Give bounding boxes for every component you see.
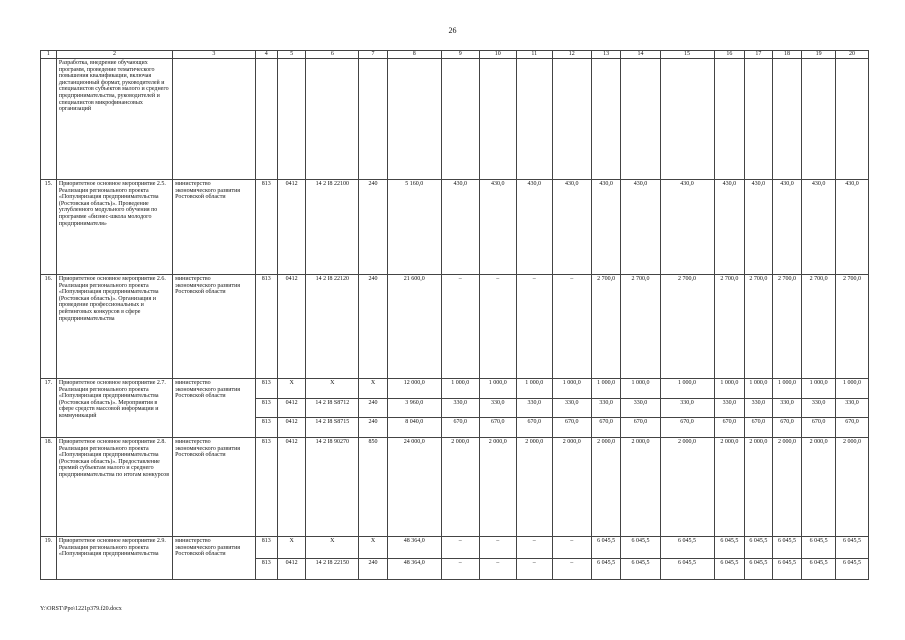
amount-cell: 1 000,0 [441,379,479,399]
amount-cell: – [479,275,516,379]
amount-cell: 430,0 [772,180,802,275]
amount-cell: 6 045,5 [802,558,836,580]
column-number-row [41,51,869,59]
amount-cell: 6 045,5 [772,537,802,559]
amount-cell: 330,0 [745,398,772,418]
amount-cell: – [552,558,591,580]
amount-cell: – [441,558,479,580]
row-number-cell: 17. [41,379,57,438]
amount-cell: – [479,558,516,580]
amount-cell: 330,0 [479,398,516,418]
column-header: 4 [255,51,277,59]
amount-cell: 2 000,0 [516,438,552,537]
column-header: 6 [306,51,359,59]
budget-code-cell: 14 2 I8 22120 [306,275,359,379]
amount-cell: 6 045,5 [772,558,802,580]
amount-cell: 430,0 [714,180,745,275]
column-header: 2 [56,51,172,59]
amount-cell: 1 000,0 [660,379,714,399]
amount-cell: 6 045,5 [660,537,714,559]
amount-cell: 2 700,0 [772,275,802,379]
amount-cell: 2 700,0 [660,275,714,379]
budget-code-cell: Х [277,379,306,399]
column-header: 15 [660,51,714,59]
amount-cell: 6 045,5 [591,537,621,559]
budget-code-cell: 813 [255,180,277,275]
column-header: 3 [173,51,255,59]
budget-code-cell: 813 [255,379,277,399]
amount-cell: 6 045,5 [714,558,745,580]
amount-cell: 6 045,5 [836,537,869,559]
amount-cell: 2 000,0 [621,438,660,537]
amount-cell: – [516,558,552,580]
amount-cell: 670,0 [714,418,745,438]
budget-code-cell: 850 [359,438,388,537]
amount-cell: 430,0 [745,180,772,275]
amount-cell: 670,0 [516,418,552,438]
budget-code-cell: 0412 [277,558,306,580]
column-header: 7 [359,51,388,59]
amount-cell: 1 000,0 [745,379,772,399]
amount-cell: – [479,537,516,559]
amount-cell: 2 000,0 [552,438,591,537]
amount-cell: 670,0 [591,418,621,438]
amount-cell: 430,0 [802,180,836,275]
page-number: 26 [448,26,457,35]
budget-code-cell: 240 [359,398,388,418]
amount-cell: 670,0 [441,418,479,438]
column-header: 17 [745,51,772,59]
amount-cell: – [441,275,479,379]
budget-code-cell: 813 [255,537,277,559]
column-header: 9 [441,51,479,59]
amount-cell: 48 364,0 [387,537,441,559]
amount-cell: 2 000,0 [660,438,714,537]
amount-cell: 2 000,0 [591,438,621,537]
budget-table-wrap [40,50,869,580]
budget-code-cell: 0412 [277,180,306,275]
amount-cell: 1 000,0 [479,379,516,399]
amount-cell: 12 000,0 [387,379,441,399]
description-cell: Приоритетное основное мероприятие 2.7. Реализация регионального проекта «Популяризация предпринимательства (Ростовская область)». Мероприятия в сфере средств массовой информации и коммуникаций [56,379,172,438]
amount-cell: 670,0 [479,418,516,438]
executor-cell [173,59,255,180]
column-header: 10 [479,51,516,59]
column-header: 18 [772,51,802,59]
amount-cell: 2 000,0 [836,438,869,537]
executor-cell: министерство экономического развития Ростовской области [173,537,255,580]
executor-cell: министерство экономического развития Ростовской области [173,180,255,275]
amount-cell: 670,0 [802,418,836,438]
column-header: 13 [591,51,621,59]
budget-code-cell: Х [277,537,306,559]
budget-code-cell: 240 [359,275,388,379]
row-number-cell [41,59,57,180]
amount-cell: 330,0 [772,398,802,418]
budget-code-cell: 14 2 I8 S8715 [306,418,359,438]
amount-cell: 1 000,0 [836,379,869,399]
budget-code-cell: 0412 [277,418,306,438]
column-header: 8 [387,51,441,59]
amount-cell: – [516,537,552,559]
budget-code-cell: 0412 [277,398,306,418]
amount-cell: 5 160,0 [387,180,441,275]
table-row [41,275,869,379]
budget-code-cell: 0412 [277,438,306,537]
amount-cell: – [516,275,552,379]
amount-cell: 6 045,5 [745,558,772,580]
amount-cell: – [552,537,591,559]
column-header: 5 [277,51,306,59]
amount-cell: 2 000,0 [714,438,745,537]
budget-code-cell: 0412 [277,275,306,379]
executor-cell: министерство экономического развития Ростовской области [173,438,255,537]
amount-cell: 430,0 [591,180,621,275]
budget-code-cell: 813 [255,558,277,580]
amount-cell: – [441,537,479,559]
budget-code-cell: 14 2 I8 22100 [306,180,359,275]
table-row [41,180,869,275]
table-row [41,379,869,399]
amount-cell: 330,0 [621,398,660,418]
amount-cell: 330,0 [552,398,591,418]
column-header: 20 [836,51,869,59]
budget-code-cell: 813 [255,418,277,438]
budget-table [40,50,869,580]
budget-code-cell: Х [306,379,359,399]
amount-cell: 21 600,0 [387,275,441,379]
amount-cell: 2 700,0 [591,275,621,379]
amount-cell: 670,0 [836,418,869,438]
amount-cell: 8 040,0 [387,418,441,438]
row-number-cell: 18. [41,438,57,537]
row-number-cell: 19. [41,537,57,580]
amount-cell: 330,0 [660,398,714,418]
amount-cell: 2 000,0 [441,438,479,537]
executor-cell: министерство экономического развития Ростовской области [173,275,255,379]
amount-cell: 6 045,5 [621,558,660,580]
budget-code-cell: 240 [359,418,388,438]
budget-code-cell: Х [359,379,388,399]
row-number-cell: 15. [41,180,57,275]
column-header: 16 [714,51,745,59]
amount-cell: 24 000,0 [387,438,441,537]
amount-cell: – [552,275,591,379]
budget-code-cell: 14 2 I8 22150 [306,558,359,580]
budget-code-cell: 240 [359,558,388,580]
amount-cell: 330,0 [591,398,621,418]
amount-cell: 2 000,0 [772,438,802,537]
amount-cell: 48 364,0 [387,558,441,580]
description-cell: Приоритетное основное мероприятие 2.8. Реализация регионального проекта «Популяризация предпринимательства (Ростовская область)». Предоставление премий субъектам малого и среднего предпринимательства по итогам конкурсов [56,438,172,537]
description-cell: Приоритетное основное мероприятие 2.5. Реализация регионального проекта «Популяризация предпринимательства (Ростовская область)». Проведение углубленного модульного обучения по программе «бизнес-школа молодого предпринимателя» [56,180,172,275]
column-header: 12 [552,51,591,59]
amount-cell: 1 000,0 [802,379,836,399]
amount-cell: 430,0 [660,180,714,275]
column-header: 11 [516,51,552,59]
amount-cell: 2 000,0 [802,438,836,537]
budget-code-cell: Х [306,537,359,559]
amount-cell: 1 000,0 [621,379,660,399]
amount-cell: 670,0 [745,418,772,438]
amount-cell: 6 045,5 [836,558,869,580]
table-row [41,537,869,559]
amount-cell: 330,0 [836,398,869,418]
description-cell: Разработка, внедрение обучающих программ, проведение тематического повышения квалификации, включая дистанционный формат, руководителей и специалистов субъектов малого и среднего предпринимательства, руководителей и специалистов микрофинансовых организаций [56,59,172,180]
amount-cell: 430,0 [516,180,552,275]
amount-cell: 2 700,0 [621,275,660,379]
amount-cell: 1 000,0 [591,379,621,399]
amount-cell: 670,0 [660,418,714,438]
table-row [41,59,869,180]
budget-code-cell: 813 [255,398,277,418]
amount-cell: 3 960,0 [387,398,441,418]
amount-cell: 1 000,0 [552,379,591,399]
table-row [41,438,869,537]
amount-cell: 430,0 [552,180,591,275]
amount-cell: 1 000,0 [772,379,802,399]
amount-cell: 430,0 [441,180,479,275]
column-header: 19 [802,51,836,59]
amount-cell: 1 000,0 [516,379,552,399]
amount-cell: 6 045,5 [714,537,745,559]
amount-cell: 2 700,0 [802,275,836,379]
description-cell: Приоритетное основное мероприятие 2.6. Реализация регионального проекта «Популяризация предпринимательства (Ростовская область)». Организация и проведение профессиональных и рейтинговых конкурсов в сфере предпринимательства [56,275,172,379]
amount-cell: 330,0 [441,398,479,418]
description-cell: Приоритетное основное мероприятие 2.9. Реализация регионального проекта «Популяризация предпринимательства [56,537,172,580]
file-path-footer: Y:\ORST\Ppo\1221p379.f20.docx [40,606,122,612]
budget-code-cell: Х [359,537,388,559]
amount-cell: 2 700,0 [836,275,869,379]
amount-cell: 6 045,5 [621,537,660,559]
amount-cell: 670,0 [621,418,660,438]
amount-cell: 6 045,5 [660,558,714,580]
amount-cell: 330,0 [714,398,745,418]
amount-cell: 2 700,0 [745,275,772,379]
executor-cell: министерство экономического развития Ростовской области [173,379,255,438]
amount-cell: 670,0 [772,418,802,438]
column-header: 14 [621,51,660,59]
budget-code-cell: 813 [255,438,277,537]
budget-code-cell: 14 2 I8 S8712 [306,398,359,418]
amount-cell: 330,0 [802,398,836,418]
amount-cell: 1 000,0 [714,379,745,399]
amount-cell: 330,0 [516,398,552,418]
amount-cell: 430,0 [836,180,869,275]
amount-cell: 430,0 [479,180,516,275]
amount-cell: 430,0 [621,180,660,275]
amount-cell: 670,0 [552,418,591,438]
amount-cell: 6 045,5 [802,537,836,559]
amount-cell: 2 000,0 [745,438,772,537]
column-header: 1 [41,51,57,59]
budget-code-cell: 240 [359,180,388,275]
row-number-cell: 16. [41,275,57,379]
amount-cell: 2 700,0 [714,275,745,379]
amount-cell: 6 045,5 [591,558,621,580]
amount-cell: 6 045,5 [745,537,772,559]
budget-code-cell: 14 2 I8 90270 [306,438,359,537]
amount-cell: 2 000,0 [479,438,516,537]
budget-code-cell: 813 [255,275,277,379]
